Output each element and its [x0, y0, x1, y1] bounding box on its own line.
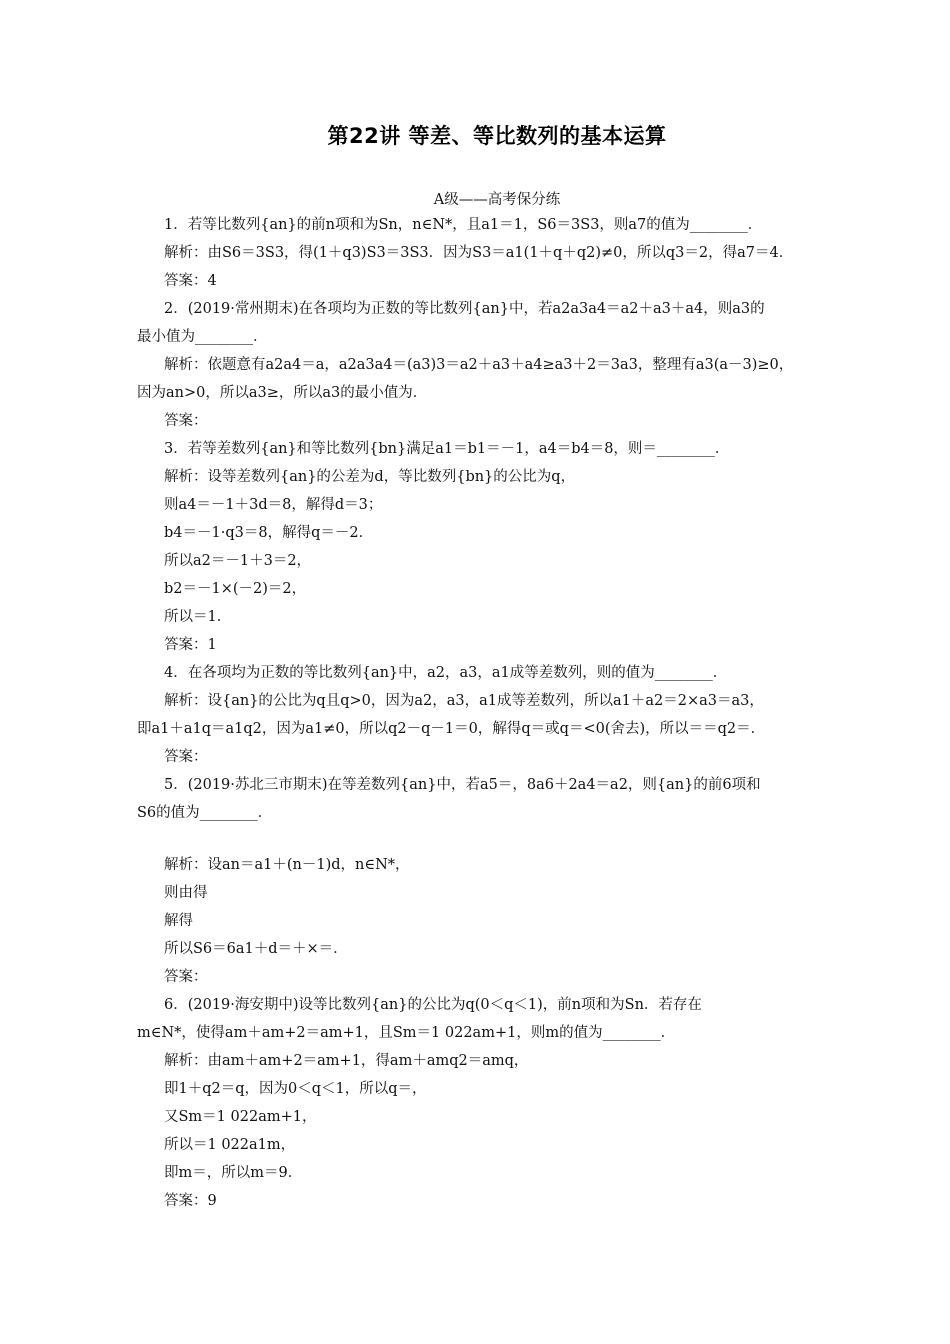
- solution-6-step: 即1＋q2＝q，因为0＜q＜1，所以q＝，: [164, 1081, 427, 1097]
- answer-6: 答案：9: [164, 1193, 217, 1209]
- solution-4-cont: 即a1＋a1q＝a1q2，因为a1≠0，所以q2－q－1＝0，解得q＝或q＝<0(舍去)，所以＝＝q2＝．: [137, 721, 766, 737]
- page-title: 第22讲 等差、等比数列的基本运算: [327, 124, 667, 148]
- answer-3: 答案：1: [164, 637, 217, 653]
- solution-6-step: 又Sm＝1 022am+1，: [164, 1109, 317, 1125]
- solution-5-step: 则由得: [164, 885, 208, 901]
- answer-5: 答案：: [164, 969, 208, 985]
- solution-3-step: 所以＝1．: [164, 609, 232, 625]
- answer-2: 答案：: [164, 413, 208, 429]
- solution-3: 解析：设等差数列{an}的公差为d，等比数列{bn}的公比为q，: [164, 469, 576, 485]
- solution-3-step: b2＝－1×(－2)＝2，: [164, 581, 307, 597]
- solution-2: 解析：依题意有a2a4＝a，a2a3a4＝(a3)3＝a2＋a3＋a4≥a3＋2＝3a3，整理有a3(a－3)≥0，: [164, 357, 794, 373]
- answer-1: 答案：4: [164, 273, 217, 289]
- solution-6-step: 即m＝，所以m＝9．: [164, 1165, 303, 1181]
- solution-5: 解析：设an＝a1＋(n－1)d，n∈N*，: [164, 857, 410, 873]
- solution-3-step: 所以a2＝－1＋3＝2，: [164, 553, 312, 569]
- problem-4: 4．在各项均为正数的等比数列{an}中，a2，a3，a1成等差数列，则的值为________．: [164, 665, 728, 681]
- answer-4: 答案：: [164, 749, 208, 765]
- section-heading: A级——高考保分练: [433, 192, 561, 208]
- problem-6: 6．(2019·海安期中)设等比数列{an}的公比为q(0＜q＜1)，前n项和为Sn．若存在: [164, 997, 702, 1013]
- solution-2-cont: 因为an>0，所以a3≥，所以a3的最小值为．: [137, 385, 428, 401]
- problem-5-cont: S6的值为________．: [137, 805, 273, 821]
- solution-4: 解析：设{an}的公比为q且q>0，因为a2，a3，a1成等差数列，所以a1＋a2＝2×a3＝a3，: [164, 693, 764, 709]
- problem-6-cont: m∈N*，使得am＋am+2＝am+1，且Sm＝1 022am+1，则m的值为________．: [137, 1025, 676, 1041]
- problem-2: 2．(2019·常州期末)在各项均为正数的等比数列{an}中，若a2a3a4＝a2＋a3＋a4，则a3的: [164, 301, 765, 317]
- solution-3-step: 则a4＝－1＋3d＝8，解得d＝3；: [164, 497, 383, 513]
- problem-1: 1．若等比数列{an}的前n项和为Sn，n∈N*，且a1＝1，S6＝3S3，则a7的值为________．: [164, 217, 763, 233]
- problem-5: 5．(2019·苏北三市期末)在等差数列{an}中，若a5＝，8a6＋2a4＝a2，则{an}的前6项和: [164, 777, 761, 793]
- solution-6-step: 所以＝1 022a1m，: [164, 1137, 296, 1153]
- problem-3: 3．若等差数列{an}和等比数列{bn}满足a1＝b1＝－1，a4＝b4＝8，则＝________．: [164, 441, 730, 457]
- solution-5-step: 所以S6＝6a1＋d＝＋×＝．: [164, 941, 348, 957]
- solution-3-step: b4＝－1·q3＝8，解得q＝－2．: [164, 525, 374, 541]
- solution-6: 解析：由am＋am+2＝am+1，得am＋amq2＝amq，: [164, 1053, 529, 1069]
- solution-5-step: 解得: [164, 913, 193, 929]
- problem-2-cont: 最小值为________．: [137, 329, 268, 345]
- solution-1: 解析：由S6＝3S3，得(1＋q3)S3＝3S3．因为S3＝a1(1＋q＋q2)≠0，所以q3＝2，得a7＝4．: [164, 245, 794, 261]
